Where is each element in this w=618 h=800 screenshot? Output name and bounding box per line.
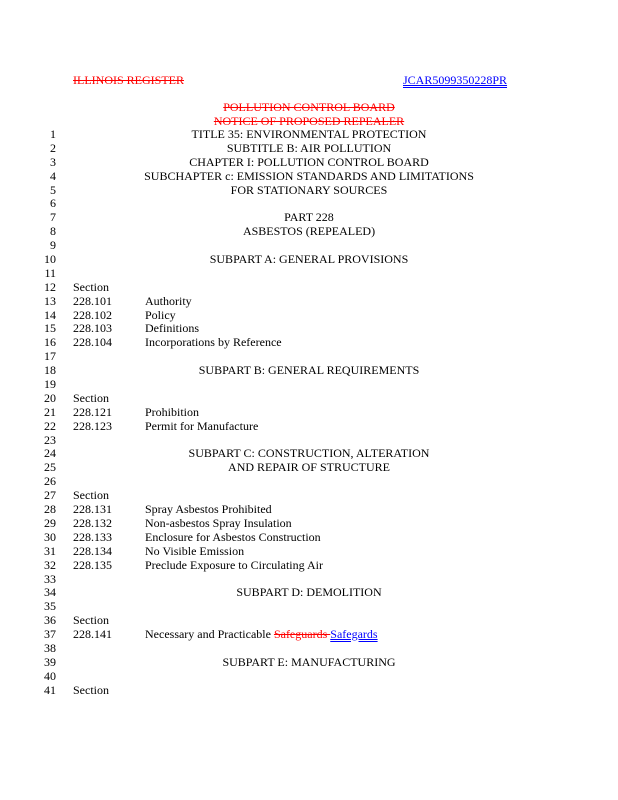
toc-row [0,322,618,336]
toc-row [0,628,618,642]
doc-line [0,281,618,295]
doc-line [0,642,618,656]
line-number: 12 [44,279,56,294]
line-number: 27 [44,488,56,503]
toc-row [0,531,618,545]
doc-line [0,253,618,267]
line-number: 37 [44,627,56,642]
section-label: Section [73,488,109,503]
inserted-text: Safegards [330,627,378,642]
section-title: No Visible Emission [145,543,245,558]
line-number: 15 [44,321,56,336]
section-number: 228.101 [73,293,112,308]
doc-line [0,156,618,170]
section-label: Section [73,682,109,697]
doc-line [0,670,618,684]
section-title: Spray Asbestos Prohibited [145,502,272,517]
line-number: 29 [44,515,56,530]
line-number: 17 [44,349,56,364]
register-header: ILLINOIS REGISTER [73,73,184,87]
doc-line [0,392,618,406]
subpart-e-heading: SUBPART E: MANUFACTURING [222,654,396,669]
section-title-text: Necessary and Practicable [145,627,274,642]
section-number: 228.132 [73,515,112,530]
line-number: 2 [50,140,56,155]
line-number: 33 [44,571,56,586]
line-number: 5 [50,182,56,197]
subpart-c-heading-cont: AND REPAIR OF STRUCTURE [228,460,390,475]
subpart-c-heading: SUBPART C: CONSTRUCTION, ALTERATION [188,446,430,461]
line-number: 36 [44,613,56,628]
subpart-a-heading: SUBPART A: GENERAL PROVISIONS [209,252,409,267]
line-number: 14 [44,307,56,322]
line-number: 40 [44,668,56,683]
doc-line [0,600,618,614]
line-number: 10 [44,252,56,267]
section-label: Section [73,613,109,628]
doc-line [0,364,618,378]
line-number: 31 [44,543,56,558]
line-number: 7 [50,210,56,225]
line-number: 13 [44,293,56,308]
doc-line [0,170,618,184]
section-title: Policy [145,307,176,322]
doc-line [0,142,618,156]
toc-row [0,406,618,420]
section-title: Incorporations by Reference [145,335,282,350]
document-body [0,128,618,698]
section-title: Enclosure for Asbestos Construction [145,529,321,544]
section-title: Non-asbestos Spray Insulation [145,515,292,530]
line-number: 26 [44,474,56,489]
line-number: 8 [50,224,56,239]
toc-row [0,295,618,309]
doc-line [0,684,618,698]
section-title: Preclude Exposure to Circulating Air [145,557,323,572]
line-number: 3 [50,154,56,169]
line-number: 21 [44,404,56,419]
section-number: 228.104 [73,335,112,350]
doc-line [0,434,618,448]
section-title: Authority [145,293,192,308]
doc-line [0,489,618,503]
toc-row [0,336,618,350]
doc-line [0,225,618,239]
notice-title: NOTICE OF PROPOSED REPEALER [213,114,405,128]
section-number: 228.103 [73,321,112,336]
line-number: 20 [44,390,56,405]
line-number: 18 [44,363,56,378]
doc-line [0,211,618,225]
section-number: 228.102 [73,307,112,322]
doc-line [0,461,618,475]
toc-row [0,309,618,323]
doc-line [0,184,618,198]
line-number: 25 [44,460,56,475]
chapter-heading: CHAPTER I: POLLUTION CONTROL BOARD [189,154,429,169]
subchapter-heading-cont: FOR STATIONARY SOURCES [230,182,388,197]
line-number: 19 [44,377,56,392]
doc-line [0,573,618,587]
line-number: 9 [50,238,56,253]
line-number: 6 [50,196,56,211]
line-number: 4 [50,168,56,183]
title-heading: TITLE 35: ENVIRONMENTAL PROTECTION [191,127,427,141]
doc-line [0,378,618,392]
section-number: 228.131 [73,502,112,517]
line-number: 30 [44,529,56,544]
section-label: Section [73,279,109,294]
doc-line [0,586,618,600]
section-number: 228.135 [73,557,112,572]
section-number: 228.141 [73,627,112,642]
toc-row [0,559,618,573]
doc-line [0,128,618,142]
line-number: 24 [44,446,56,461]
subpart-b-heading: SUBPART B: GENERAL REQUIREMENTS [198,363,420,378]
deleted-text: Safeguards [273,627,331,642]
section-title: Permit for Manufacture [145,418,259,433]
doc-line [0,239,618,253]
section-title [145,628,378,642]
toc-row [0,545,618,559]
part-heading: PART 228 [284,210,334,225]
section-title: Definitions [145,321,199,336]
doc-line [0,447,618,461]
line-number: 35 [44,599,56,614]
doc-line [0,475,618,489]
line-number: 16 [44,335,56,350]
line-number: 38 [44,640,56,655]
line-number: 32 [44,557,56,572]
doc-line [0,656,618,670]
section-label: Section [73,390,109,405]
section-number: 228.134 [73,543,112,558]
section-number: 228.123 [73,418,112,433]
doc-line [0,350,618,364]
line-number: 1 [50,127,56,141]
notice-board-name: POLLUTION CONTROL BOARD [223,100,395,114]
toc-row [0,517,618,531]
line-number: 34 [44,585,56,600]
subtitle-heading: SUBTITLE B: AIR POLLUTION [226,140,392,155]
line-number: 11 [44,265,56,280]
toc-row [0,420,618,434]
section-title: Prohibition [145,404,200,419]
line-number: 41 [44,682,56,697]
jcar-identifier: JCAR5099350228PR [403,73,508,87]
part-name: ASBESTOS (REPEALED) [242,224,376,239]
line-number: 39 [44,654,56,669]
line-number: 23 [44,432,56,447]
subchapter-heading: SUBCHAPTER c: EMISSION STANDARDS AND LIMITATIONS [144,168,474,183]
line-number: 28 [44,502,56,517]
doc-line [0,267,618,281]
doc-line [0,197,618,211]
section-number: 228.133 [73,529,112,544]
doc-line [0,614,618,628]
subpart-d-heading: SUBPART D: DEMOLITION [236,585,382,600]
line-number: 22 [44,418,56,433]
section-number: 228.121 [73,404,112,419]
toc-row [0,503,618,517]
